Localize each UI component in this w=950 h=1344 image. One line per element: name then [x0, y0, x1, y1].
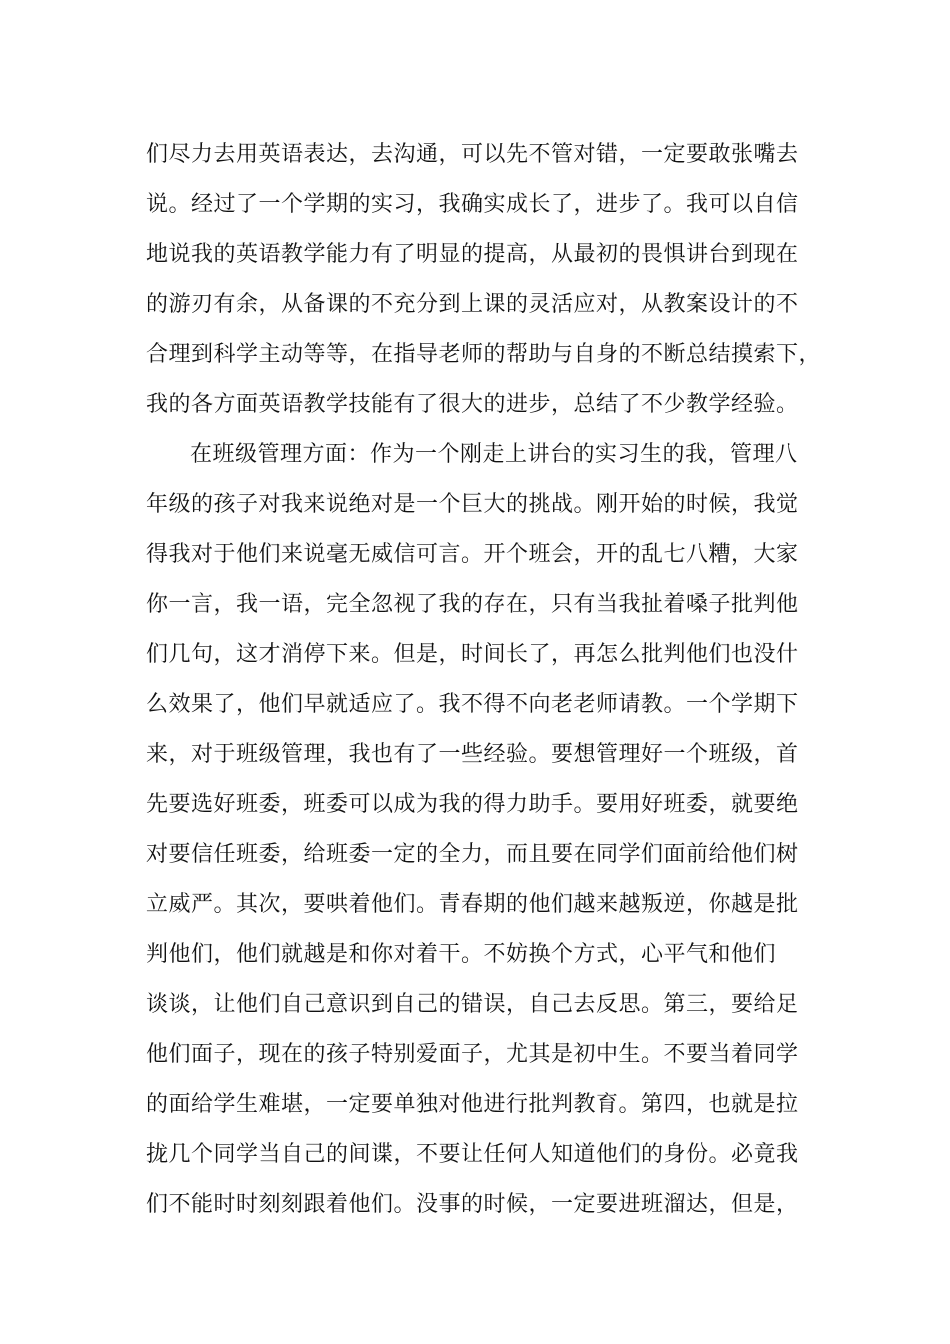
text-line: 对要信任班委，给班委一定的全力，而且要在同学们面前给他们树	[146, 842, 799, 867]
paragraph-start-line: 在班级管理方面：作为一个刚走上讲台的实习生的我，管理八	[190, 442, 798, 467]
text-line: 们几句，这才消停下来。但是，时间长了，再怎么批判他们也没什	[146, 642, 799, 667]
text-line: 合理到科学主动等等，在指导老师的帮助与自身的不断总结摸索下，	[146, 342, 822, 367]
text-line: 立威严。其次，要哄着他们。青春期的他们越来越叛逆，你越是批	[146, 892, 799, 917]
text-line: 他们面子，现在的孩子特别爱面子，尤其是初中生。不要当着同学	[146, 1042, 799, 1067]
text-line: 谈谈，让他们自己意识到自己的错误，自己去反思。第三，要给足	[146, 992, 799, 1017]
text-line: 的面给学生难堪，一定要单独对他进行批判教育。第四，也就是拉	[146, 1092, 799, 1117]
text-line: 的游刃有余，从备课的不充分到上课的灵活应对，从教案设计的不	[146, 292, 799, 317]
text-line: 地说我的英语教学能力有了明显的提高，从最初的畏惧讲台到现在	[146, 242, 799, 267]
text-line: 们不能时时刻刻跟着他们。没事的时候，一定要进班溜达，但是，	[146, 1192, 799, 1217]
text-line: 来，对于班级管理，我也有了一些经验。要想管理好一个班级，首	[146, 742, 799, 767]
text-line: 拢几个同学当自己的间谍，不要让任何人知道他们的身份。必竟我	[146, 1142, 799, 1167]
text-line: 我的各方面英语教学技能有了很大的进步，总结了不少教学经验。	[146, 392, 799, 417]
text-line: 得我对于他们来说毫无威信可言。开个班会，开的乱七八糟，大家	[146, 542, 799, 567]
text-line: 么效果了，他们早就适应了。我不得不向老老师请教。一个学期下	[146, 692, 799, 717]
text-line: 你一言，我一语，完全忽视了我的存在，只有当我扯着嗓子批判他	[146, 592, 799, 617]
text-line: 们尽力去用英语表达，去沟通，可以先不管对错，一定要敢张嘴去	[146, 142, 799, 167]
text-line: 年级的孩子对我来说绝对是一个巨大的挑战。刚开始的时候，我觉	[146, 492, 799, 517]
body-text	[146, 130, 826, 1230]
text-line: 说。经过了一个学期的实习，我确实成长了，进步了。我可以自信	[146, 192, 799, 217]
text-line: 先要选好班委，班委可以成为我的得力助手。要用好班委，就要绝	[146, 792, 799, 817]
text-line: 判他们，他们就越是和你对着干。不妨换个方式，心平气和他们	[146, 942, 777, 967]
